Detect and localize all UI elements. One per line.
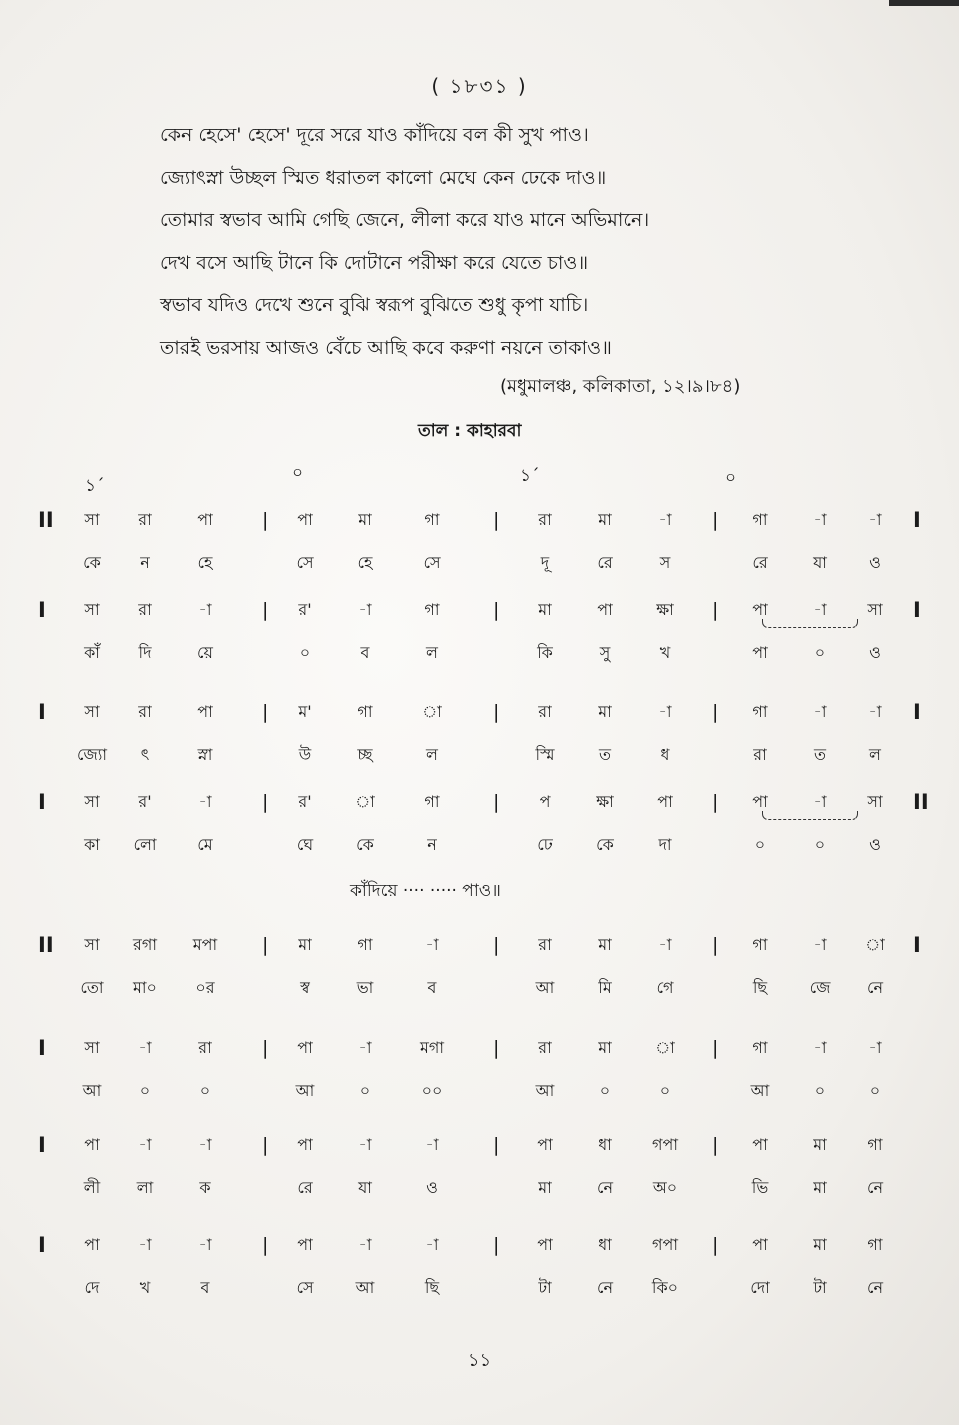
- beat-mark: ০: [292, 463, 304, 483]
- swara-note: মা: [598, 510, 612, 529]
- bar-line-end: I: [913, 700, 921, 724]
- beat-marks: [0, 455, 959, 495]
- lyric-syllable: মে: [197, 835, 213, 854]
- lyric-line: স্বভাব যদিও দেখে শুনে বুঝি স্বরূপ বুঝিতে শুধু কৃপা যাচি।: [160, 294, 589, 316]
- lyric-syllable: মা০: [133, 978, 157, 997]
- lyric-syllable: সু: [599, 643, 611, 662]
- bar-line: |: [493, 934, 500, 956]
- swara-note: গা: [867, 1135, 883, 1154]
- swara-note: পা: [84, 1135, 100, 1154]
- swara-note: সা: [84, 600, 100, 619]
- bar-line: |: [712, 509, 719, 531]
- swara-note: সা: [84, 510, 100, 529]
- swara-note: সা: [867, 600, 883, 619]
- lyric-syllable: যা: [358, 1178, 372, 1197]
- swara-note: গপা: [652, 1135, 678, 1154]
- swara-note: -া: [868, 1038, 882, 1057]
- swara-note: -া: [813, 600, 827, 619]
- bar-line: |: [712, 1234, 719, 1256]
- lyric-syllable: স: [659, 553, 671, 572]
- swara-note: -া: [813, 1038, 827, 1057]
- swara-note: -া: [813, 510, 827, 529]
- lyric-line: কেন হেসে' হেসে' দূরে সরে যাও কাঁদিয়ে বল কী সুখ পাও।: [160, 124, 589, 146]
- bar-line-start: I: [38, 1133, 46, 1157]
- lyric-syllable: টা: [813, 1278, 827, 1297]
- bar-line-end: I: [913, 933, 921, 957]
- lyric-syllable: কা: [84, 835, 100, 854]
- lyric-syllable: ও: [426, 1178, 438, 1197]
- swara-note: মা: [813, 1135, 827, 1154]
- lyric-syllable: নে: [866, 978, 884, 997]
- lyric-syllable: ও: [869, 835, 881, 854]
- lyric-syllable-row: [0, 638, 959, 672]
- lyric-syllable: ল: [426, 643, 438, 662]
- lyric-syllable: ধ: [660, 745, 670, 764]
- lyric-syllable: রে: [297, 1178, 313, 1197]
- swara-note: মা: [598, 935, 612, 954]
- swara-note: গপা: [652, 1235, 678, 1254]
- bar-line-start: I: [38, 700, 46, 724]
- swara-note: মা: [358, 510, 372, 529]
- lyric-syllable: মি: [598, 978, 612, 997]
- swara-note: পা: [657, 792, 673, 811]
- lyric-syllable: ব: [427, 978, 437, 997]
- swara-note: র': [138, 792, 152, 811]
- swara-note: ধা: [598, 1235, 612, 1254]
- bar-line: |: [493, 509, 500, 531]
- swara-note: র': [298, 792, 312, 811]
- lyric-syllable: রা: [753, 745, 767, 764]
- lyric-syllable: ০: [814, 1081, 826, 1100]
- swara-note: সা: [84, 792, 100, 811]
- lyric-syllable-row: [0, 740, 959, 774]
- lyric-syllable: ঢে: [537, 835, 553, 854]
- lyric-syllable: তো: [80, 978, 104, 997]
- swara-note: গা: [424, 600, 440, 619]
- lyric-syllable: ব: [360, 643, 370, 662]
- lyric-syllable: ০: [814, 643, 826, 662]
- swara-note: -া: [198, 792, 212, 811]
- lyric-syllable: স্মি: [535, 745, 555, 764]
- swara-note: গা: [357, 935, 373, 954]
- lyric-syllable: ন: [427, 835, 437, 854]
- swara-note: গা: [752, 510, 768, 529]
- swara-note: পা: [752, 1135, 768, 1154]
- lyric-syllable: সে: [296, 553, 314, 572]
- lyric-syllable: ও: [869, 553, 881, 572]
- swara-note: -া: [813, 935, 827, 954]
- lyric-syllable: ০র: [195, 978, 215, 997]
- swara-note: -া: [868, 702, 882, 721]
- lyric-syllable: ০: [199, 1081, 211, 1100]
- swara-note: পা: [537, 1135, 553, 1154]
- swara-note: -া: [198, 1135, 212, 1154]
- swara-row: [0, 595, 959, 629]
- lyric-syllable-row: [0, 1273, 959, 1307]
- lyric-syllable: আ: [535, 978, 555, 997]
- bar-line: |: [712, 791, 719, 813]
- beat-mark: ১´: [520, 466, 540, 486]
- swara-note: প: [539, 792, 551, 811]
- swara-note: -া: [138, 1038, 152, 1057]
- swara-row: [0, 787, 959, 821]
- bar-line: |: [712, 599, 719, 621]
- meend-slur: [762, 811, 858, 820]
- bar-line: |: [262, 599, 269, 621]
- bar-line: |: [712, 934, 719, 956]
- bar-line: |: [262, 1234, 269, 1256]
- bar-line-start: I: [38, 790, 46, 814]
- bar-line: |: [712, 1134, 719, 1156]
- swara-note: -া: [868, 510, 882, 529]
- meend-slur: [762, 619, 858, 628]
- bar-line: |: [262, 1134, 269, 1156]
- swara-row: [0, 1130, 959, 1164]
- swara-note: া: [655, 1038, 675, 1057]
- swara-note: -া: [358, 1235, 372, 1254]
- lyric-syllable: হে: [197, 553, 213, 572]
- lyric-syllable: ব: [200, 1278, 210, 1297]
- swara-note: -া: [198, 600, 212, 619]
- swara-note: -া: [358, 1038, 372, 1057]
- bar-line-start: I: [38, 598, 46, 622]
- lyric-syllable: কি: [537, 643, 553, 662]
- lyric-syllable: গে: [656, 978, 674, 997]
- swara-note: া: [865, 935, 885, 954]
- lyric-syllable: ০: [814, 835, 826, 854]
- bar-line: |: [262, 791, 269, 813]
- lyric-syllable: ভা: [356, 978, 374, 997]
- swara-note: মগা: [419, 1038, 444, 1057]
- source-citation: (মধুমালঞ্চ, কলিকাতা, ১২।৯।৮৪): [500, 376, 741, 397]
- bar-line: |: [712, 1037, 719, 1059]
- swara-note: া: [422, 702, 442, 721]
- swara-note: -া: [658, 510, 672, 529]
- lyric-syllable: ন: [140, 553, 150, 572]
- lyric-syllable: আ: [535, 1081, 555, 1100]
- bar-line-end: I: [913, 508, 921, 532]
- lyric-syllable: উ: [298, 745, 312, 764]
- swara-note: সা: [84, 935, 100, 954]
- swara-row: [0, 930, 959, 964]
- swara-note: মা: [598, 1038, 612, 1057]
- lyric-syllable: ল: [426, 745, 438, 764]
- swara-note: গা: [424, 510, 440, 529]
- swara-note: গা: [867, 1235, 883, 1254]
- lyric-syllable: মা: [538, 1178, 552, 1197]
- lyric-syllable: আ: [355, 1278, 375, 1297]
- swara-note: -া: [358, 1135, 372, 1154]
- lyric-syllable: খ: [659, 643, 671, 662]
- lyric-syllable: দি: [138, 643, 152, 662]
- page-number: ( ১৮৩১ ): [431, 74, 528, 98]
- swara-note: সা: [84, 702, 100, 721]
- bar-line: |: [262, 934, 269, 956]
- swara-note: রা: [538, 702, 552, 721]
- swara-note: মা: [298, 935, 312, 954]
- lyric-syllable: চ্ছ: [357, 745, 373, 764]
- swara-note: র': [298, 600, 312, 619]
- lyric-syllable: ছি: [752, 978, 768, 997]
- swara-note: মা: [598, 702, 612, 721]
- lyric-syllable: যা: [813, 553, 827, 572]
- lyric-syllable: কে: [83, 553, 101, 572]
- lyric-syllable: ০: [659, 1081, 671, 1100]
- swara-note: গা: [752, 935, 768, 954]
- swara-note: ম': [298, 702, 312, 721]
- lyric-syllable: জে: [809, 978, 831, 997]
- bar-line: |: [493, 1037, 500, 1059]
- lyric-syllable: দা: [658, 835, 672, 854]
- swara-note: রা: [138, 510, 152, 529]
- scan-edge-mark: [889, 0, 959, 6]
- swara-note: গা: [424, 792, 440, 811]
- lyric-syllable: আ: [82, 1081, 102, 1100]
- bar-line: |: [262, 1037, 269, 1059]
- lyric-syllable: ত: [813, 745, 826, 764]
- lyric-syllable-row: [0, 1173, 959, 1207]
- bar-line: |: [712, 701, 719, 723]
- lyric-syllable: কে: [596, 835, 614, 854]
- swara-note: সা: [84, 1038, 100, 1057]
- lyric-syllable: ০০: [421, 1081, 443, 1100]
- swara-note: পা: [297, 510, 313, 529]
- lyric-syllable: ০: [599, 1081, 611, 1100]
- swara-note: -া: [658, 935, 672, 954]
- lyric-syllable: দে: [84, 1278, 100, 1297]
- bar-line: |: [493, 599, 500, 621]
- swara-note: রা: [538, 1038, 552, 1057]
- lyric-syllable: লো: [133, 835, 157, 854]
- lyric-syllable-row: [0, 830, 959, 864]
- swara-note: -া: [425, 935, 439, 954]
- lyric-syllable: ল: [869, 745, 881, 764]
- lyric-syllable: টা: [538, 1278, 552, 1297]
- bar-line: |: [493, 1234, 500, 1256]
- lyric-syllable: সে: [296, 1278, 314, 1297]
- lyric-syllable: ও: [869, 643, 881, 662]
- bar-line: |: [493, 701, 500, 723]
- lyric-line: তোমার স্বভাব আমি গেছি জেনে, লীলা করে যাও মানে অভিমানে।: [160, 209, 650, 231]
- lyric-syllable: নে: [596, 1278, 614, 1297]
- beat-mark: ০: [725, 468, 737, 488]
- lyric-syllable: নে: [596, 1178, 614, 1197]
- swara-note: ধা: [598, 1135, 612, 1154]
- lyric-syllable: কাঁ: [84, 643, 100, 662]
- lyric-line: জ্যোৎস্না উচ্ছল স্মিত ধরাতল কালো মেঘে কেন ঢেকে দাও॥: [160, 166, 607, 189]
- bar-line-start: I: [38, 1233, 46, 1257]
- lyric-syllable: মা: [813, 1178, 827, 1197]
- lyric-syllable: ৎ: [140, 745, 150, 764]
- swara-note: মা: [538, 600, 552, 619]
- page-footer-number: ১১: [467, 1350, 492, 1371]
- lyric-syllable: ০: [754, 835, 766, 854]
- lyric-syllable: নে: [866, 1178, 884, 1197]
- swara-note: রা: [138, 702, 152, 721]
- swara-note: সা: [867, 792, 883, 811]
- lyric-syllable: হে: [357, 553, 373, 572]
- swara-note: গা: [357, 702, 373, 721]
- lyric-syllable: আ: [750, 1081, 770, 1100]
- lyric-syllable: ক: [199, 1178, 211, 1197]
- lyric-syllable: ছি: [424, 1278, 440, 1297]
- bar-line: |: [493, 1134, 500, 1156]
- lyric-syllable: লী: [83, 1178, 101, 1197]
- swara-note: পা: [297, 1038, 313, 1057]
- lyric-syllable: দূ: [540, 553, 550, 572]
- swara-note: -া: [813, 702, 827, 721]
- swara-note: -া: [425, 1235, 439, 1254]
- swara-note: পা: [297, 1235, 313, 1254]
- swara-row: [0, 1230, 959, 1264]
- swara-note: পা: [597, 600, 613, 619]
- swara-note: ক্ষা: [596, 792, 614, 811]
- lyric-syllable-row: [0, 1076, 959, 1110]
- lyric-syllable: পা: [752, 643, 768, 662]
- beat-mark: ১´: [85, 476, 105, 496]
- swara-row: [0, 697, 959, 731]
- lyric-syllable-row: [0, 548, 959, 582]
- lyric-syllable: আ: [295, 1081, 315, 1100]
- swara-note: পা: [752, 1235, 768, 1254]
- swara-row: [0, 505, 959, 539]
- bar-line-end: II: [913, 790, 929, 814]
- lyrics-block: [160, 118, 860, 373]
- lyric-syllable: কে: [356, 835, 374, 854]
- swara-note: -া: [425, 1135, 439, 1154]
- swara-note: -া: [658, 702, 672, 721]
- swara-note: রা: [538, 935, 552, 954]
- swara-note: পা: [537, 1235, 553, 1254]
- bar-line: |: [262, 509, 269, 531]
- lyric-syllable: ত: [598, 745, 611, 764]
- refrain-note: কাঁদিয়ে ···· ····· পাও॥: [350, 881, 501, 901]
- lyric-syllable: নে: [866, 1278, 884, 1297]
- swara-note: পা: [752, 600, 768, 619]
- swara-note: পা: [197, 510, 213, 529]
- swara-note: পা: [752, 792, 768, 811]
- swara-note: -া: [358, 600, 372, 619]
- bar-line-end: I: [913, 598, 921, 622]
- swara-note: রা: [538, 510, 552, 529]
- lyric-syllable: সে: [423, 553, 441, 572]
- swara-note: মা: [813, 1235, 827, 1254]
- lyric-syllable: জ্যো: [76, 745, 108, 764]
- swara-note: পা: [84, 1235, 100, 1254]
- bar-line-start: II: [38, 933, 54, 957]
- taal-heading: তাল : কাহারবা: [418, 421, 522, 441]
- lyric-syllable: দো: [750, 1278, 770, 1297]
- bar-line: |: [493, 791, 500, 813]
- swara-note: রা: [198, 1038, 212, 1057]
- lyric-syllable: ঘে: [296, 835, 314, 854]
- lyric-syllable: স্না: [197, 745, 213, 764]
- lyric-line: দেখ বসে আছি টানে কি দোটানে পরীক্ষা করে যেতে চাও॥: [160, 251, 589, 274]
- lyric-syllable: ০: [359, 1081, 371, 1100]
- swara-note: পা: [297, 1135, 313, 1154]
- lyric-syllable: কি০: [651, 1278, 679, 1297]
- swara-note: -া: [138, 1135, 152, 1154]
- swara-note: গা: [752, 702, 768, 721]
- swara-note: -া: [198, 1235, 212, 1254]
- swara-row: [0, 1033, 959, 1067]
- lyric-syllable: রে: [597, 553, 613, 572]
- swara-note: -া: [813, 792, 827, 811]
- lyric-syllable: খ: [139, 1278, 151, 1297]
- lyric-syllable: ০: [869, 1081, 881, 1100]
- lyric-syllable: ভি: [751, 1178, 769, 1197]
- swara-note: মপা: [192, 935, 218, 954]
- bar-line-start: I: [38, 1036, 46, 1060]
- swara-note: রগা: [133, 935, 157, 954]
- swara-note: া: [355, 792, 375, 811]
- lyric-syllable: স্ব: [300, 978, 310, 997]
- swara-note: ক্ষা: [656, 600, 674, 619]
- swara-note: গা: [752, 1038, 768, 1057]
- bar-line: |: [262, 701, 269, 723]
- bar-line-start: II: [38, 508, 54, 532]
- lyric-syllable: অ০: [652, 1178, 678, 1197]
- lyric-syllable: ০: [139, 1081, 151, 1100]
- lyric-line: তারই ভরসায় আজও বেঁচে আছি কবে করুণা নয়নে তাকাও॥: [160, 336, 612, 359]
- lyric-syllable: ০: [299, 643, 311, 662]
- swara-note: রা: [138, 600, 152, 619]
- lyric-syllable-row: [0, 973, 959, 1007]
- lyric-syllable: লা: [136, 1178, 154, 1197]
- swara-note: -া: [138, 1235, 152, 1254]
- lyric-syllable: য়ে: [197, 643, 213, 662]
- lyric-syllable: রে: [752, 553, 768, 572]
- swara-note: পা: [197, 702, 213, 721]
